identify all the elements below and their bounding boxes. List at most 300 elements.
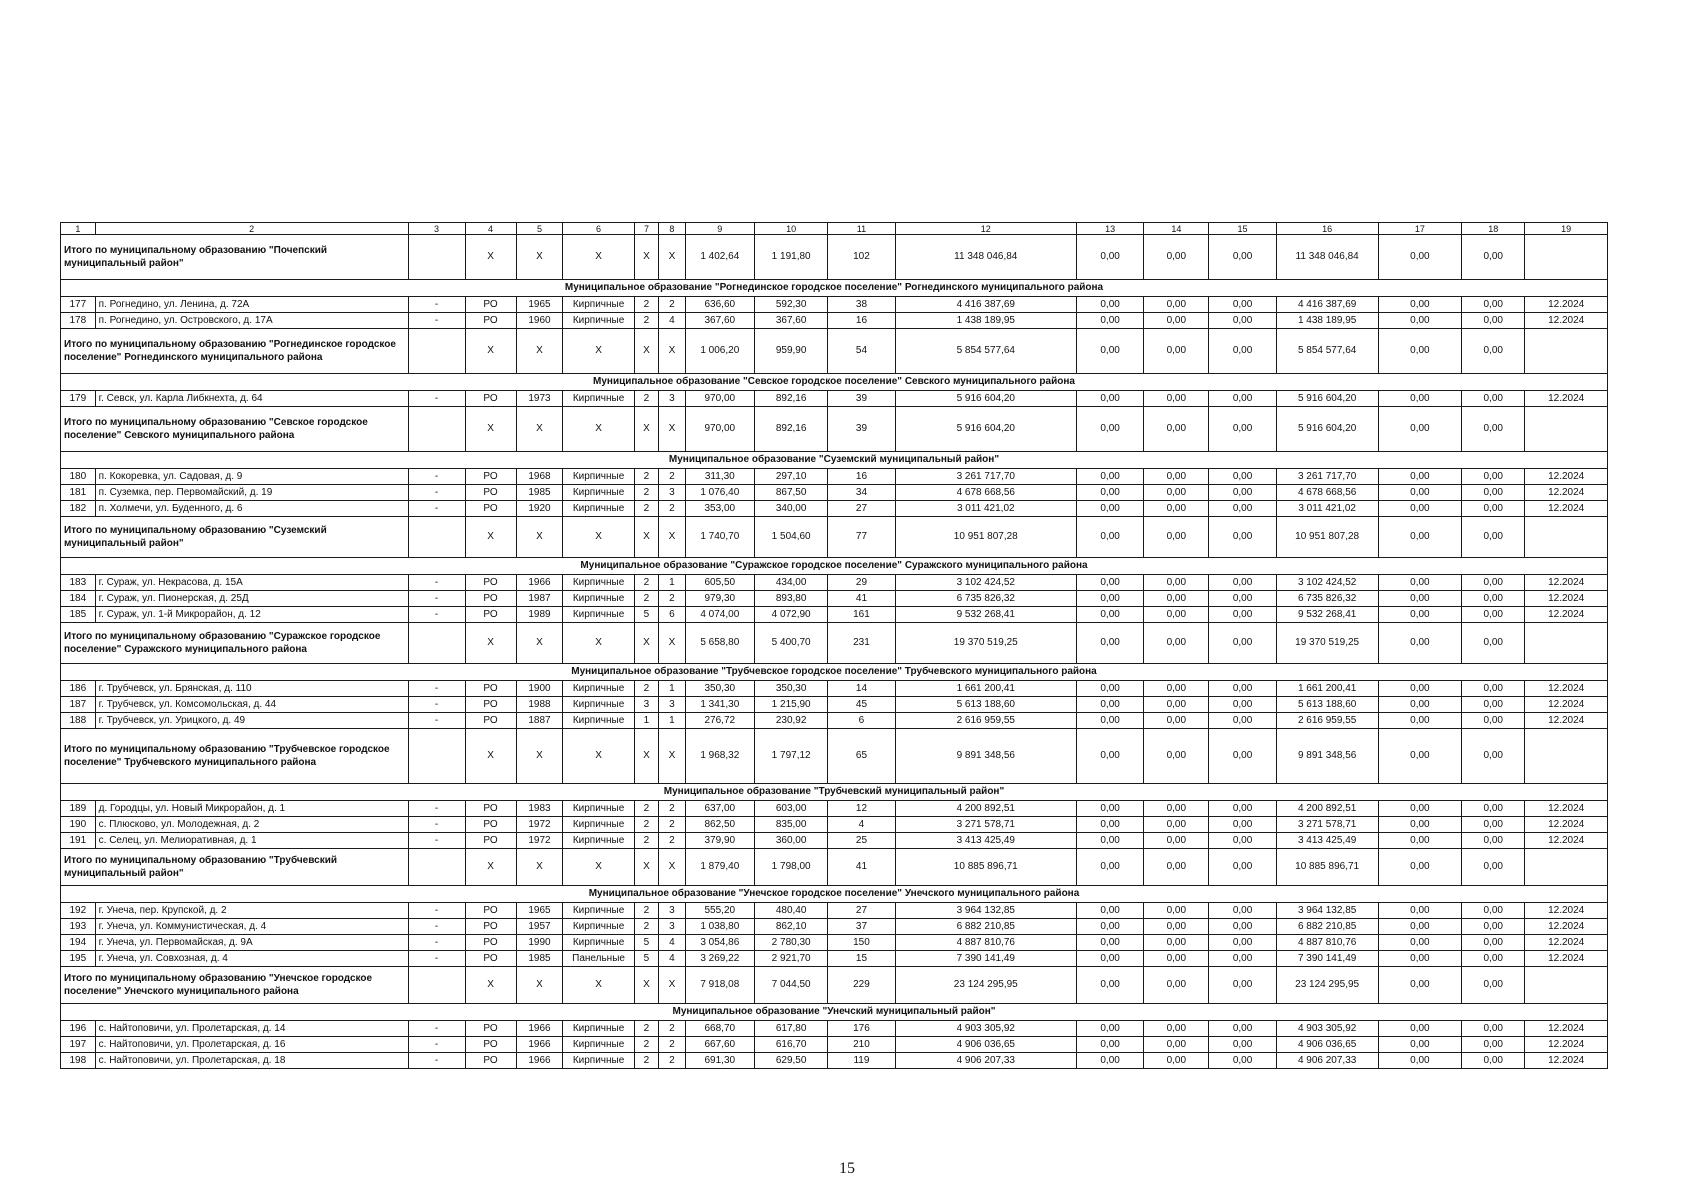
table-cell: 0,00 <box>1209 591 1276 607</box>
table-cell: 1985 <box>516 951 563 967</box>
table-row <box>61 1053 1608 1069</box>
table-cell: 0,00 <box>1144 1053 1209 1069</box>
table-cell: 3 <box>634 697 658 713</box>
table-cell: 892,16 <box>754 391 827 407</box>
table-cell: 6 <box>659 607 685 623</box>
table-cell: 0,00 <box>1144 1021 1209 1037</box>
table-cell: 2 <box>634 681 658 697</box>
subtotal-fixed-cell <box>408 967 465 1004</box>
table-cell: 1 438 189,95 <box>895 313 1076 329</box>
subtotal-fixed-cell: X <box>516 407 563 452</box>
table-cell: 16 <box>828 469 895 485</box>
table-cell: - <box>408 951 465 967</box>
table-cell: 4 074,00 <box>685 607 754 623</box>
table-cell: 4 <box>659 313 685 329</box>
subtotal-value-cell: 0,00 <box>1462 407 1525 452</box>
section-header-row <box>61 784 1608 801</box>
table-cell: 181 <box>61 485 96 501</box>
table-cell: 5 <box>634 935 658 951</box>
subtotal-fixed-cell: X <box>634 329 658 374</box>
table-cell: 0,00 <box>1144 575 1209 591</box>
subtotal-fixed-cell: X <box>659 623 685 664</box>
table-cell: 629,50 <box>754 1053 827 1069</box>
table-cell: 668,70 <box>685 1021 754 1037</box>
table-cell: 4 678 668,56 <box>1276 485 1378 501</box>
table-cell: 4 887 810,76 <box>1276 935 1378 951</box>
section-header-row <box>61 280 1608 297</box>
table-cell: 2 <box>634 297 658 313</box>
section-header-row <box>61 452 1608 469</box>
address-cell: п. Рогнедино, ул. Ленина, д. 72А <box>95 297 408 313</box>
table-cell: 0,00 <box>1209 1037 1276 1053</box>
subtotal-empty-cell <box>1525 329 1608 374</box>
subtotal-fixed-cell <box>408 729 465 784</box>
table-cell: 2 <box>634 1021 658 1037</box>
table-cell: 4 416 387,69 <box>1276 297 1378 313</box>
table-cell: 0,00 <box>1076 935 1143 951</box>
table-cell: 480,40 <box>754 903 827 919</box>
address-cell: г. Унеча, ул. Коммунистическая, д. 4 <box>95 919 408 935</box>
table-cell: 0,00 <box>1462 391 1525 407</box>
table-cell: 0,00 <box>1076 297 1143 313</box>
table-cell: 970,00 <box>685 391 754 407</box>
table-cell: 4 906 036,65 <box>1276 1037 1378 1053</box>
table-cell: 12.2024 <box>1525 817 1608 833</box>
address-cell: г. Трубчевск, ул. Урицкого, д. 49 <box>95 713 408 729</box>
table-cell: 0,00 <box>1462 697 1525 713</box>
subtotal-value-cell: 19 370 519,25 <box>1276 623 1378 664</box>
table-cell: 0,00 <box>1462 681 1525 697</box>
table-cell: РО <box>465 697 516 713</box>
table-cell: 0,00 <box>1378 575 1462 591</box>
table-cell: 12.2024 <box>1525 951 1608 967</box>
subtotal-value-cell: 0,00 <box>1076 407 1143 452</box>
table-cell: 3 <box>659 697 685 713</box>
table-cell: 184 <box>61 591 96 607</box>
table-cell: 297,10 <box>754 469 827 485</box>
table-cell: 2 <box>634 1037 658 1053</box>
table-cell: 192 <box>61 903 96 919</box>
table-cell: 1 <box>659 713 685 729</box>
table-cell: - <box>408 391 465 407</box>
subtotal-value-cell: 39 <box>828 407 895 452</box>
subtotal-value-cell: 0,00 <box>1462 235 1525 280</box>
table-cell: 0,00 <box>1378 391 1462 407</box>
table-cell: 0,00 <box>1462 713 1525 729</box>
table-cell: 5 <box>634 607 658 623</box>
table-cell: - <box>408 1021 465 1037</box>
address-cell: г. Унеча, пер. Крупской, д. 2 <box>95 903 408 919</box>
table-cell: 360,00 <box>754 833 827 849</box>
table-cell: 0,00 <box>1209 391 1276 407</box>
table-cell: 5 916 604,20 <box>895 391 1076 407</box>
subtotal-value-cell: 5 916 604,20 <box>1276 407 1378 452</box>
subtotal-fixed-cell: X <box>659 729 685 784</box>
table-cell: 1966 <box>516 1037 563 1053</box>
table-cell: 177 <box>61 297 96 313</box>
subtotal-fixed-cell <box>408 517 465 558</box>
table-cell: 12.2024 <box>1525 485 1608 501</box>
subtotal-fixed-cell: X <box>659 235 685 280</box>
subtotal-value-cell: 970,00 <box>685 407 754 452</box>
table-cell: 0,00 <box>1378 313 1462 329</box>
section-header-row <box>61 664 1608 681</box>
subtotal-value-cell: 23 124 295,95 <box>895 967 1076 1004</box>
subtotal-value-cell: 0,00 <box>1144 517 1209 558</box>
subtotal-value-cell: 0,00 <box>1378 407 1462 452</box>
address-cell: с. Плюсково, ул. Молодежная, д. 2 <box>95 817 408 833</box>
table-cell: 1 215,90 <box>754 697 827 713</box>
table-cell: 179 <box>61 391 96 407</box>
table-cell: 2 <box>634 833 658 849</box>
table-cell: 0,00 <box>1378 713 1462 729</box>
subtotal-value-cell: 0,00 <box>1076 517 1143 558</box>
subtotal-empty-cell <box>1525 967 1608 1004</box>
table-row <box>61 833 1608 849</box>
table-cell: РО <box>465 903 516 919</box>
table-cell: 0,00 <box>1209 1053 1276 1069</box>
table-cell: Кирпичные <box>563 1021 634 1037</box>
table-cell: 2 <box>634 501 658 517</box>
subtotal-fixed-cell: X <box>659 407 685 452</box>
subtotal-value-cell: 1 879,40 <box>685 849 754 886</box>
table-cell: 9 532 268,41 <box>895 607 1076 623</box>
table-cell: 4 200 892,51 <box>895 801 1076 817</box>
table-cell: 2 <box>659 501 685 517</box>
subtotal-value-cell: 0,00 <box>1076 235 1143 280</box>
subtotal-value-cell: 0,00 <box>1462 329 1525 374</box>
table-cell: 0,00 <box>1462 297 1525 313</box>
table-cell: РО <box>465 1053 516 1069</box>
table-cell: 1972 <box>516 817 563 833</box>
subtotal-value-cell: 0,00 <box>1378 729 1462 784</box>
column-number-cell: 4 <box>465 223 516 235</box>
subtotal-value-cell: 0,00 <box>1076 623 1143 664</box>
table-cell: 3 261 717,70 <box>895 469 1076 485</box>
subtotal-value-cell: 1 798,00 <box>754 849 827 886</box>
table-cell: - <box>408 591 465 607</box>
subtotal-value-cell: 1 797,12 <box>754 729 827 784</box>
table-cell: РО <box>465 833 516 849</box>
subtotal-fixed-cell: X <box>659 329 685 374</box>
subtotal-value-cell: 0,00 <box>1144 967 1209 1004</box>
table-cell: 12.2024 <box>1525 903 1608 919</box>
table-cell: 0,00 <box>1144 833 1209 849</box>
table-row <box>61 591 1608 607</box>
table-cell: 605,50 <box>685 575 754 591</box>
table-cell: 27 <box>828 501 895 517</box>
table-cell: 0,00 <box>1462 951 1525 967</box>
table-cell: 2 <box>634 801 658 817</box>
subtotal-fixed-cell: X <box>563 517 634 558</box>
table-cell: 12.2024 <box>1525 713 1608 729</box>
subtotal-value-cell: 0,00 <box>1144 407 1209 452</box>
table-cell: 0,00 <box>1076 801 1143 817</box>
table-cell: Кирпичные <box>563 1037 634 1053</box>
table-cell: 3 271 578,71 <box>895 817 1076 833</box>
subtotal-row <box>61 517 1608 558</box>
subtotal-value-cell: 10 951 807,28 <box>1276 517 1378 558</box>
table-cell: 0,00 <box>1076 681 1143 697</box>
subtotal-fixed-cell: X <box>465 967 516 1004</box>
section-title: Муниципальное образование "Унечское городское поселение" Унечского муниципального района <box>61 886 1608 903</box>
table-cell: 0,00 <box>1076 903 1143 919</box>
subtotal-fixed-cell <box>408 849 465 886</box>
table-cell: РО <box>465 391 516 407</box>
table-cell: 176 <box>828 1021 895 1037</box>
table-cell: 191 <box>61 833 96 849</box>
subtotal-empty-cell <box>1525 517 1608 558</box>
table-cell: 3 102 424,52 <box>1276 575 1378 591</box>
table-cell: 188 <box>61 713 96 729</box>
table-cell: 0,00 <box>1144 817 1209 833</box>
table-cell: 0,00 <box>1462 313 1525 329</box>
table-cell: 189 <box>61 801 96 817</box>
table-cell: РО <box>465 485 516 501</box>
table-cell: 4 <box>659 951 685 967</box>
table-cell: РО <box>465 801 516 817</box>
table-cell: 0,00 <box>1378 951 1462 967</box>
column-number-cell: 15 <box>1209 223 1276 235</box>
table-cell: Кирпичные <box>563 697 634 713</box>
address-cell: г. Унеча, ул. Первомайская, д. 9А <box>95 935 408 951</box>
table-cell: 0,00 <box>1144 607 1209 623</box>
address-cell: г. Сураж, ул. Пионерская, д. 25Д <box>95 591 408 607</box>
table-cell: 2 616 959,55 <box>1276 713 1378 729</box>
table-cell: 1957 <box>516 919 563 935</box>
section-header-row <box>61 374 1608 391</box>
table-cell: - <box>408 713 465 729</box>
subtotal-value-cell: 0,00 <box>1378 235 1462 280</box>
table-cell: 161 <box>828 607 895 623</box>
table-cell: 186 <box>61 681 96 697</box>
subtotal-fixed-cell: X <box>516 329 563 374</box>
subtotal-fixed-cell: X <box>634 407 658 452</box>
column-number-cell: 3 <box>408 223 465 235</box>
table-cell: 0,00 <box>1076 607 1143 623</box>
table-cell: 2 <box>634 817 658 833</box>
column-number-cell: 1 <box>61 223 96 235</box>
subtotal-fixed-cell: X <box>634 729 658 784</box>
subtotal-fixed-cell: X <box>563 329 634 374</box>
subtotal-label: Итого по муниципальному образованию "Суражское городское поселение" Суражского муниципального района <box>61 623 409 664</box>
subtotal-value-cell: 0,00 <box>1144 235 1209 280</box>
table-cell: Кирпичные <box>563 1053 634 1069</box>
subtotal-value-cell: 5 854 577,64 <box>895 329 1076 374</box>
table-cell: 0,00 <box>1209 833 1276 849</box>
table-cell: 0,00 <box>1076 833 1143 849</box>
subtotal-value-cell: 959,90 <box>754 329 827 374</box>
subtotal-value-cell: 5 658,80 <box>685 623 754 664</box>
column-number-cell: 13 <box>1076 223 1143 235</box>
section-header-row <box>61 558 1608 575</box>
subtotal-value-cell: 0,00 <box>1378 623 1462 664</box>
table-cell: 2 <box>659 297 685 313</box>
subtotal-value-cell: 0,00 <box>1209 623 1276 664</box>
table-cell: Кирпичные <box>563 485 634 501</box>
address-cell: п. Рогнедино, ул. Островского, д. 17А <box>95 313 408 329</box>
subtotal-value-cell: 0,00 <box>1144 329 1209 374</box>
table-row <box>61 575 1608 591</box>
table-cell: Кирпичные <box>563 935 634 951</box>
table-cell: 2 <box>634 919 658 935</box>
table-cell: 3 <box>659 391 685 407</box>
table-cell: 12.2024 <box>1525 575 1608 591</box>
address-cell: п. Кокоревка, ул. Садовая, д. 9 <box>95 469 408 485</box>
column-number-header-row <box>61 223 1608 235</box>
table-cell: 9 532 268,41 <box>1276 607 1378 623</box>
table-cell: Кирпичные <box>563 817 634 833</box>
table-cell: 2 <box>659 817 685 833</box>
table-cell: Панельные <box>563 951 634 967</box>
table-cell: 12.2024 <box>1525 607 1608 623</box>
table-cell: 311,30 <box>685 469 754 485</box>
table-cell: РО <box>465 817 516 833</box>
table-cell: 178 <box>61 313 96 329</box>
table-cell: 555,20 <box>685 903 754 919</box>
column-number-cell: 9 <box>685 223 754 235</box>
table-cell: 2 <box>659 591 685 607</box>
table-cell: 603,00 <box>754 801 827 817</box>
table-cell: 979,30 <box>685 591 754 607</box>
section-title: Муниципальное образование "Унечский муниципальный район" <box>61 1004 1608 1021</box>
table-row <box>61 501 1608 517</box>
table-cell: Кирпичные <box>563 713 634 729</box>
table-cell: 0,00 <box>1209 697 1276 713</box>
subtotal-value-cell: 229 <box>828 967 895 1004</box>
table-cell: 5 <box>634 951 658 967</box>
table-cell: Кирпичные <box>563 297 634 313</box>
table-cell: 0,00 <box>1076 485 1143 501</box>
table-cell: РО <box>465 919 516 935</box>
subtotal-fixed-cell: X <box>659 967 685 1004</box>
subtotal-fixed-cell: X <box>516 623 563 664</box>
table-cell: 12.2024 <box>1525 469 1608 485</box>
table-cell: 1 661 200,41 <box>1276 681 1378 697</box>
table-cell: 2 <box>659 1053 685 1069</box>
table-cell: - <box>408 681 465 697</box>
table-cell: 187 <box>61 697 96 713</box>
subtotal-value-cell: 1 402,64 <box>685 235 754 280</box>
table-row <box>61 697 1608 713</box>
table-cell: 12.2024 <box>1525 935 1608 951</box>
table-cell: 2 <box>634 485 658 501</box>
subtotal-value-cell: 1 740,70 <box>685 517 754 558</box>
table-cell: 0,00 <box>1462 1037 1525 1053</box>
table-cell: 14 <box>828 681 895 697</box>
table-row <box>61 801 1608 817</box>
table-cell: 1 <box>634 713 658 729</box>
subtotal-empty-cell <box>1525 623 1608 664</box>
table-cell: 4 903 305,92 <box>1276 1021 1378 1037</box>
table-cell: 12.2024 <box>1525 391 1608 407</box>
table-cell: 367,60 <box>754 313 827 329</box>
subtotal-value-cell: 102 <box>828 235 895 280</box>
table-cell: 2 <box>659 1037 685 1053</box>
column-number-cell: 14 <box>1144 223 1209 235</box>
table-cell: 434,00 <box>754 575 827 591</box>
subtotal-value-cell: 0,00 <box>1144 623 1209 664</box>
subtotal-value-cell: 1 191,80 <box>754 235 827 280</box>
table-cell: 2 921,70 <box>754 951 827 967</box>
subtotal-empty-cell <box>1525 235 1608 280</box>
subtotal-fixed-cell: X <box>563 729 634 784</box>
table-cell: 194 <box>61 935 96 951</box>
table-cell: 691,30 <box>685 1053 754 1069</box>
table-cell: 0,00 <box>1462 607 1525 623</box>
table-cell: Кирпичные <box>563 833 634 849</box>
table-row <box>61 919 1608 935</box>
table-cell: - <box>408 501 465 517</box>
subtotal-value-cell: 10 951 807,28 <box>895 517 1076 558</box>
table-cell: 0,00 <box>1209 485 1276 501</box>
table-cell: 4 906 207,33 <box>895 1053 1076 1069</box>
address-cell: п. Холмечи, ул. Буденного, д. 6 <box>95 501 408 517</box>
subtotal-empty-cell <box>1525 407 1608 452</box>
table-cell: 0,00 <box>1144 297 1209 313</box>
table-cell: 1965 <box>516 903 563 919</box>
table-cell: 0,00 <box>1209 575 1276 591</box>
table-cell: 3 <box>659 919 685 935</box>
subtotal-fixed-cell <box>408 407 465 452</box>
table-cell: Кирпичные <box>563 801 634 817</box>
table-cell: - <box>408 575 465 591</box>
subtotal-value-cell: 892,16 <box>754 407 827 452</box>
table-cell: 867,50 <box>754 485 827 501</box>
table-cell: РО <box>465 681 516 697</box>
subtotal-value-cell: 0,00 <box>1462 967 1525 1004</box>
subtotal-value-cell: 0,00 <box>1144 729 1209 784</box>
table-cell: 0,00 <box>1076 591 1143 607</box>
address-cell: с. Найтоповичи, ул. Пролетарская, д. 18 <box>95 1053 408 1069</box>
subtotal-row <box>61 967 1608 1004</box>
table-cell: 0,00 <box>1076 313 1143 329</box>
subtotal-value-cell: 19 370 519,25 <box>895 623 1076 664</box>
address-cell: д. Городцы, ул. Новый Микрорайон, д. 1 <box>95 801 408 817</box>
subtotal-label: Итого по муниципальному образованию "Унечское городское поселение" Унечского муниципального района <box>61 967 409 1004</box>
table-cell: 0,00 <box>1144 919 1209 935</box>
table-cell: 2 616 959,55 <box>895 713 1076 729</box>
table-row <box>61 1021 1608 1037</box>
table-cell: 1 661 200,41 <box>895 681 1076 697</box>
subtotal-label: Итого по муниципальному образованию "Почепский муниципальный район" <box>61 235 409 280</box>
subtotal-fixed-cell: X <box>465 849 516 886</box>
subtotal-fixed-cell: X <box>634 967 658 1004</box>
table-cell: 350,30 <box>754 681 827 697</box>
table-cell: 185 <box>61 607 96 623</box>
table-cell: 2 <box>634 391 658 407</box>
table-row <box>61 313 1608 329</box>
subtotal-fixed-cell <box>408 235 465 280</box>
table-cell: 3 011 421,02 <box>1276 501 1378 517</box>
subtotal-value-cell: 0,00 <box>1144 849 1209 886</box>
address-cell: с. Найтоповичи, ул. Пролетарская, д. 16 <box>95 1037 408 1053</box>
subtotal-row <box>61 407 1608 452</box>
table-cell: 45 <box>828 697 895 713</box>
subtotal-fixed-cell: X <box>465 623 516 664</box>
table-cell: - <box>408 935 465 951</box>
table-cell: 2 <box>634 1053 658 1069</box>
column-number-cell: 5 <box>516 223 563 235</box>
address-cell: г. Унеча, ул. Совхозная, д. 4 <box>95 951 408 967</box>
address-cell: г. Трубчевск, ул. Комсомольская, д. 44 <box>95 697 408 713</box>
section-title: Муниципальное образование "Рогнединское городское поселение" Рогнединского муниципального района <box>61 280 1608 297</box>
table-cell: 0,00 <box>1462 501 1525 517</box>
table-row <box>61 903 1608 919</box>
subtotal-value-cell: 1 968,32 <box>685 729 754 784</box>
table-row <box>61 391 1608 407</box>
subtotal-value-cell: 0,00 <box>1209 967 1276 1004</box>
